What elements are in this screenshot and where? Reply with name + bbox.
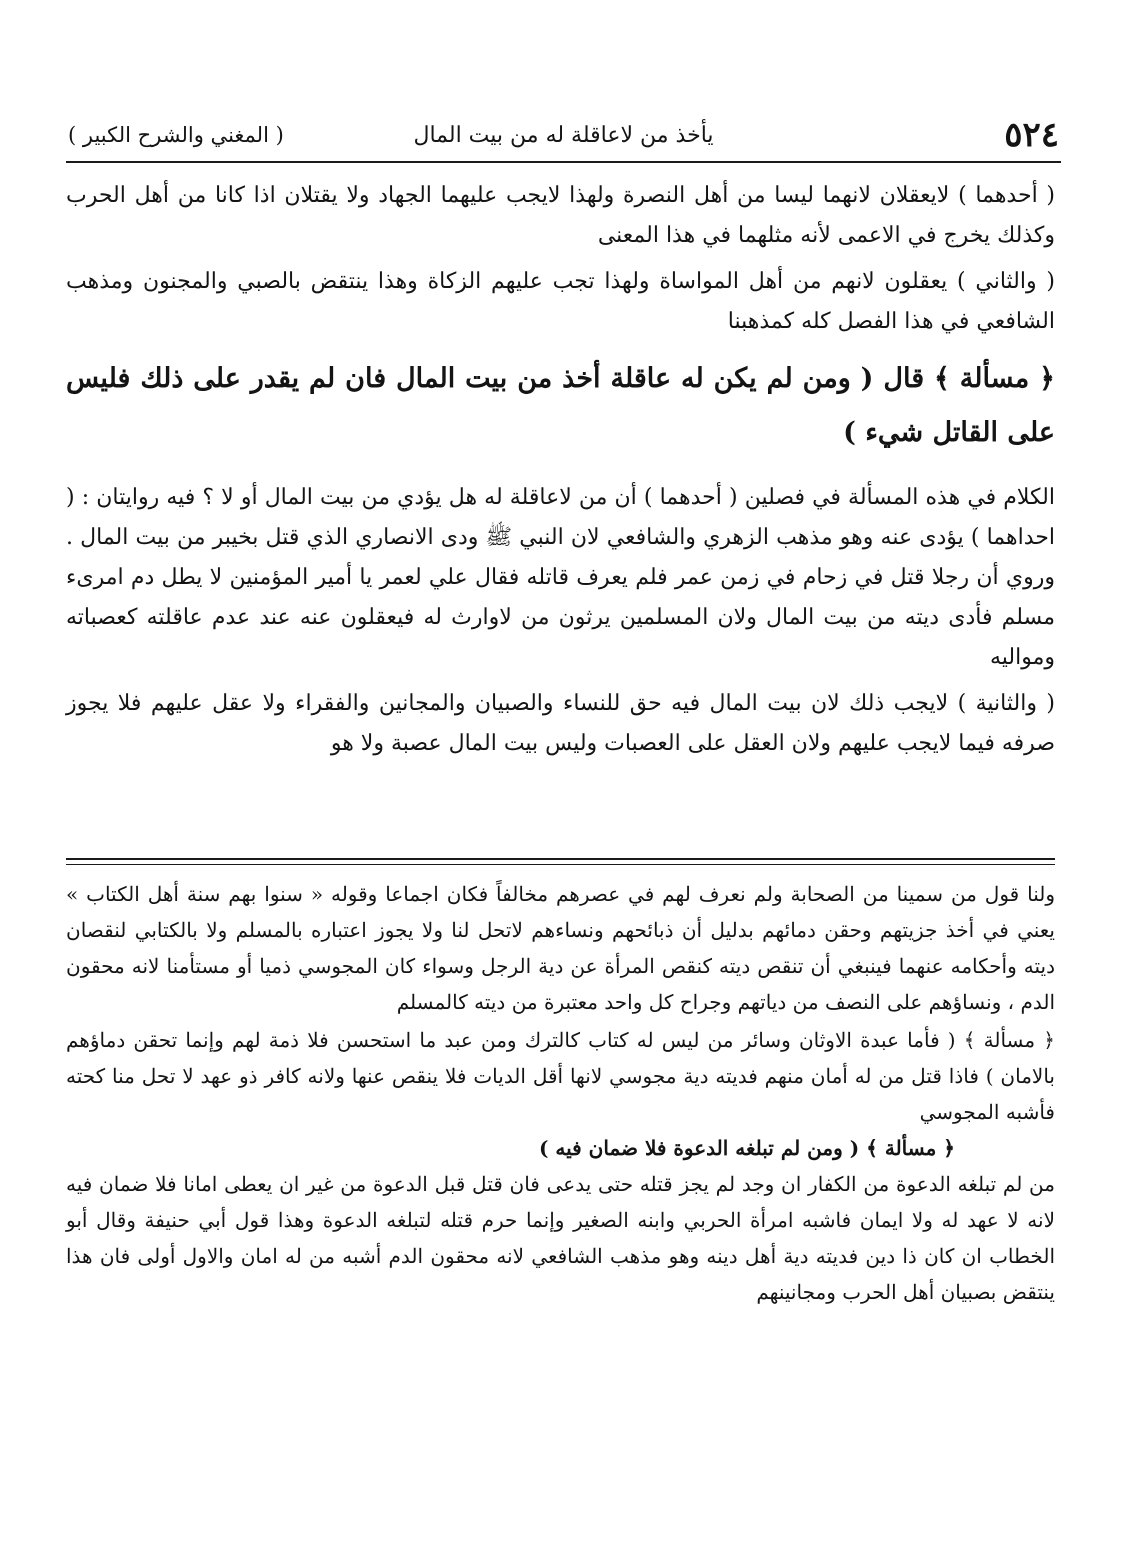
main-paragraph-2: ( والثاني ) يعقلون لانهم من أهل المواساة ولهذا تجب عليهم الزكاة وهذا ينتقض بالصبي والمجنون ومذهب الشافعي في هذا الفصل كله كمذهبنا — [66, 269, 1055, 334]
masala-heading: ﴿ مسألة ﴾ قال ( ومن لم يكن له عاقلة أخذ من بيت المال فان لم يقدر على ذلك فليس على القاتل شيء ) — [66, 363, 1055, 448]
commentary-masala-heading: ﴿ مسألة ﴾ ( ومن لم تبلغه الدعوة فلا ضمان فيه ) — [538, 1136, 955, 1160]
commentary-paragraph-2: ﴿ مسألة ﴾ ( فأما عبدة الاوثان وسائر من ليس له كتاب كالترك ومن عبد ما استحسن فلا ذمة لهم وإنما تحقن دماؤهم بالامان ) فاذا قتل من له أمان منهم فديته دية مجوسي لانها أقل الديات فلا ينقص عنها ولانه كافر ذو عهد لا تحل منا كحته فأشبه المجوسي — [66, 1028, 1055, 1124]
main-paragraph-4: ( والثانية ) لايجب ذلك لان بيت المال فيه حق للنساء والصبيان والمجانين والفقراء ولا عقل عليهم فلا يجوز صرفه فيما لايجب عليهم ولان العقل على العصبات وليس بيت المال عصبة ولا هو — [66, 691, 1055, 756]
main-text — [66, 176, 1055, 764]
commentary-separator — [66, 858, 1055, 865]
page-header — [68, 112, 1059, 158]
page-number: ٥٢٤ — [1004, 115, 1059, 155]
commentary-paragraph-3: من لم تبلغه الدعوة من الكفار ان وجد لم يجز قتله حتى يدعى فان قتل قبل الدعوة من غير ان يعطى امانا فلا ضمان فيه لانه لا عهد له ولا ايمان فاشبه امرأة الحربي وابنه الصغير وإنما حرم قتله لتبلغه الدعوة وهذا قول أبي حنيفة وقال أبو الخطاب ان كان ذا دين فديته دية أهل دينه وهو مذهب الشافعي لانه محقون الدم أشبه من له امان والاول أولى فان هذا ينتقض بصبيان أهل الحرب ومجانينهم — [66, 1172, 1055, 1304]
running-title: يأخذ من لاعاقلة له من بيت المال — [413, 122, 714, 148]
main-paragraph-3: الكلام في هذه المسألة في فصلين ( أحدهما ) أن من لاعاقلة له هل يؤدي من بيت المال أو لا ؟ فيه روايتان : ( احداهما ) يؤدى عنه وهو مذهب الزهري والشافعي لان النبي ﷺ ودى الانصاري الذي قتل بخيبر من بيت المال . وروي أن رجلا قتل في زحام في زمن عمر فلم يعرف قاتله فقال علي لعمر يا أمير المؤمنين لا يطل دم امرىء مسلم فأدى ديته من بيت المال ولان المسلمين يرثون من لاوارث له فيعقلون عنه عند عدم عاقلته كعصباته ومواليه — [66, 485, 1055, 670]
main-paragraph-1: ( أحدهما ) لايعقلان لانهما ليسا من أهل النصرة ولهذا لايجب عليهما الجهاد ولا يقتلان اذا كانا من أهل الحرب وكذلك يخرج في الاعمى لأنه مثلهما في هذا المعنى — [66, 183, 1055, 248]
commentary-paragraph-1: ولنا قول من سمينا من الصحابة ولم نعرف لهم في عصرهم مخالفاً فكان اجماعا وقوله « سنوا بهم سنة أهل الكتاب » يعني في أخذ جزيتهم وحقن دمائهم بدليل أن ذبائحهم ونساءهم لاتحل لنا ولا يجوز اعتباره بالمسلم ولا بالكتابي لنقصان ديته وأحكامه عنهما فينبغي أن تنقص ديته كنقص المرأة عن دية الرجل وسواء كان المجوسي ذميا أو مستأمنا لانه محقون الدم ، ونساؤهم على النصف من دياتهم وجراح كل واحد معتبرة من ديته كالمسلم — [66, 882, 1055, 1014]
commentary-text — [66, 876, 1055, 1310]
header-rule — [66, 161, 1061, 163]
book-title: ( المغني والشرح الكبير ) — [68, 123, 284, 147]
